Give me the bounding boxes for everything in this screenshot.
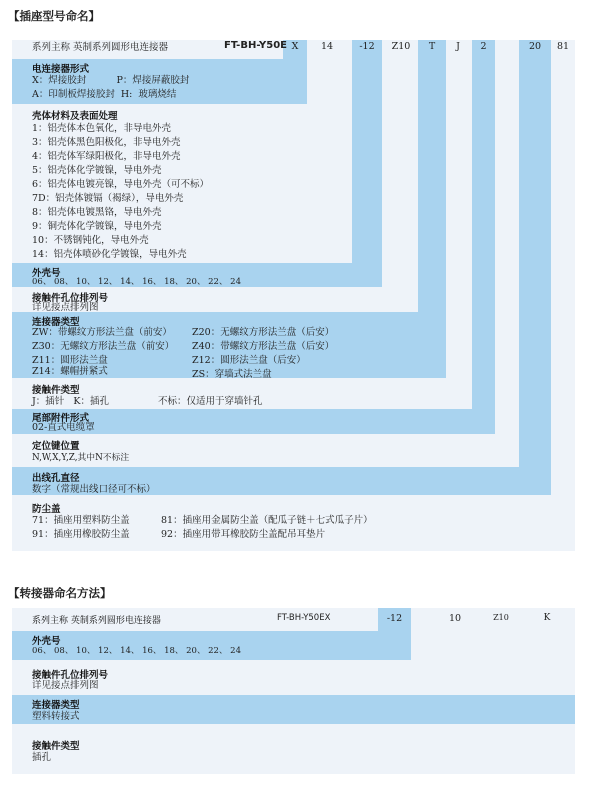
shell-values: 06、 08、 10、 12、 14、 16、 18、 20、 22、 24 — [32, 277, 241, 287]
contact-title: 接触件类型 — [32, 385, 80, 396]
code-material: 14 — [320, 41, 334, 52]
adapter-shell-title: 外壳号 — [32, 636, 61, 647]
outlet-value: 数字（常规出线口径可不标） — [32, 484, 156, 495]
material-line: 9：铜壳体化学镀镍，导电外壳 — [32, 221, 162, 232]
dust-title: 防尘盖 — [32, 504, 61, 515]
code-column-20 — [519, 40, 551, 495]
dust-line: 81：插座用金属防尘盖（配瓜子链＋七式瓜子片） — [161, 515, 373, 526]
conn-type-left: ZW：带螺纹方形法兰盘（前安） — [32, 327, 172, 338]
arrangement-value: 详见接点排列图 — [32, 302, 99, 313]
material-line: 4：铝壳体军绿阳极化，非导电外壳 — [32, 151, 181, 162]
material-line: 8：铝壳体电镀黑铬，导电外壳 — [32, 207, 162, 218]
adapter-conn-type-title: 连接器类型 — [32, 700, 80, 711]
tail-title: 尾部附件形式 — [32, 413, 90, 424]
adapter-shell-values: 06、 08、 10、 12、 14、 16、 18、 20、 22、 24 — [32, 646, 241, 656]
material-line: 10：不锈钢钝化，导电外壳 — [32, 235, 149, 246]
conn-type-right: Z40：带螺纹方形法兰盘（后安） — [192, 341, 335, 352]
adapter-code-contact: K — [543, 613, 551, 623]
shell-title: 外壳号 — [32, 268, 61, 279]
conn-type-left: Z30：无螺纹方形法兰盘（前安） — [32, 341, 175, 352]
material-line: 1：铝壳体本色氧化，非导电外壳 — [32, 123, 172, 134]
form-line-1: X：焊接胶封 P：焊接屏蔽胶封 — [32, 75, 190, 86]
adapter-code-conn-type: Z10 — [493, 613, 509, 622]
dust-line: 92：插座用带耳橡胶防尘盖配吊耳垫片 — [161, 529, 326, 540]
adapter-code-arrangement: 10 — [448, 613, 462, 624]
adapter-row-band-conn-type — [12, 695, 575, 724]
conn-type-left: Z11：圆形法兰盘 — [32, 355, 108, 366]
model-code: FT-BH-Y50E — [224, 40, 287, 51]
adapter-series-label: 系列主称 英制系列圆形电连接器 — [32, 616, 161, 626]
conn-type-right: Z20：无螺纹方形法兰盘（后安） — [192, 327, 335, 338]
adapter-contact-value: 插孔 — [32, 752, 52, 763]
form-line-2: A：印制板焊接胶封 H: 玻璃烧结 — [32, 89, 177, 100]
adapter-contact-title: 接触件类型 — [32, 741, 80, 752]
adapter-code-shell: -12 — [386, 613, 403, 624]
adapter-arrangement-title: 接触件孔位排列号 — [32, 670, 109, 681]
code-tail: J — [456, 41, 460, 52]
code-dust: 81 — [556, 41, 570, 52]
contact-note: 不标：仅适用于穿墙针孔 — [158, 396, 263, 407]
tail-value: 02-直式电缆罩 — [32, 422, 95, 433]
code-shell: -12 — [359, 41, 375, 52]
dust-line: 71：插座用塑料防尘盖 — [32, 515, 130, 526]
conn-type-left: Z14：螺帽拼紧式 — [32, 366, 108, 377]
section2-heading: 【转接器命名方法】 — [8, 586, 112, 600]
conn-type-title: 连接器类型 — [32, 317, 80, 328]
code-outlet: 20 — [528, 41, 542, 52]
code-form: X — [291, 41, 299, 52]
contact-options: J：插针 K：插孔 — [32, 396, 109, 407]
code-conn-type: Z10 — [391, 41, 411, 52]
conn-type-right: ZS：穿墙式法兰盘 — [192, 369, 272, 380]
adapter-model-code: FT-BH-Y50EX — [277, 613, 331, 623]
adapter-arrangement-value: 详见接点排列图 — [32, 680, 99, 691]
code-key: 2 — [480, 41, 487, 52]
key-title: 定位键位置 — [32, 441, 80, 452]
material-line: 5：铝壳体化学镀镍，导电外壳 — [32, 165, 162, 176]
conn-type-right: Z12：圆形法兰盘（后安） — [192, 355, 306, 366]
material-title: 壳体材料及表面处理 — [32, 111, 118, 122]
material-line: 6：铝壳体电镀亮镍，导电外壳（可不标） — [32, 179, 210, 190]
code-contact: T — [428, 41, 436, 52]
dust-line: 91：插座用橡胶防尘盖 — [32, 529, 130, 540]
form-title: 电连接器形式 — [32, 64, 90, 75]
series-label: 系列主称 英制系列圆形电连接器 — [32, 42, 169, 53]
material-line: 7D：铝壳体镀镉（褐绿），导电外壳 — [32, 193, 184, 204]
material-line: 14：铝壳体喷砂化学镀镍，导电外壳 — [32, 249, 187, 260]
outlet-title: 出线孔直径 — [32, 473, 80, 484]
arrangement-title: 接触件孔位排列号 — [32, 293, 109, 304]
code-column-12 — [352, 40, 382, 286]
key-value: N,W,X,Y,Z,其中N不标注 — [32, 453, 130, 463]
code-column-2 — [472, 40, 495, 434]
material-line: 3：铝壳体黑色阳极化，非导电外壳 — [32, 137, 181, 148]
section1-heading: 【插座型号命名】 — [8, 9, 100, 23]
adapter-conn-type-value: 塑料转接式 — [32, 711, 80, 722]
